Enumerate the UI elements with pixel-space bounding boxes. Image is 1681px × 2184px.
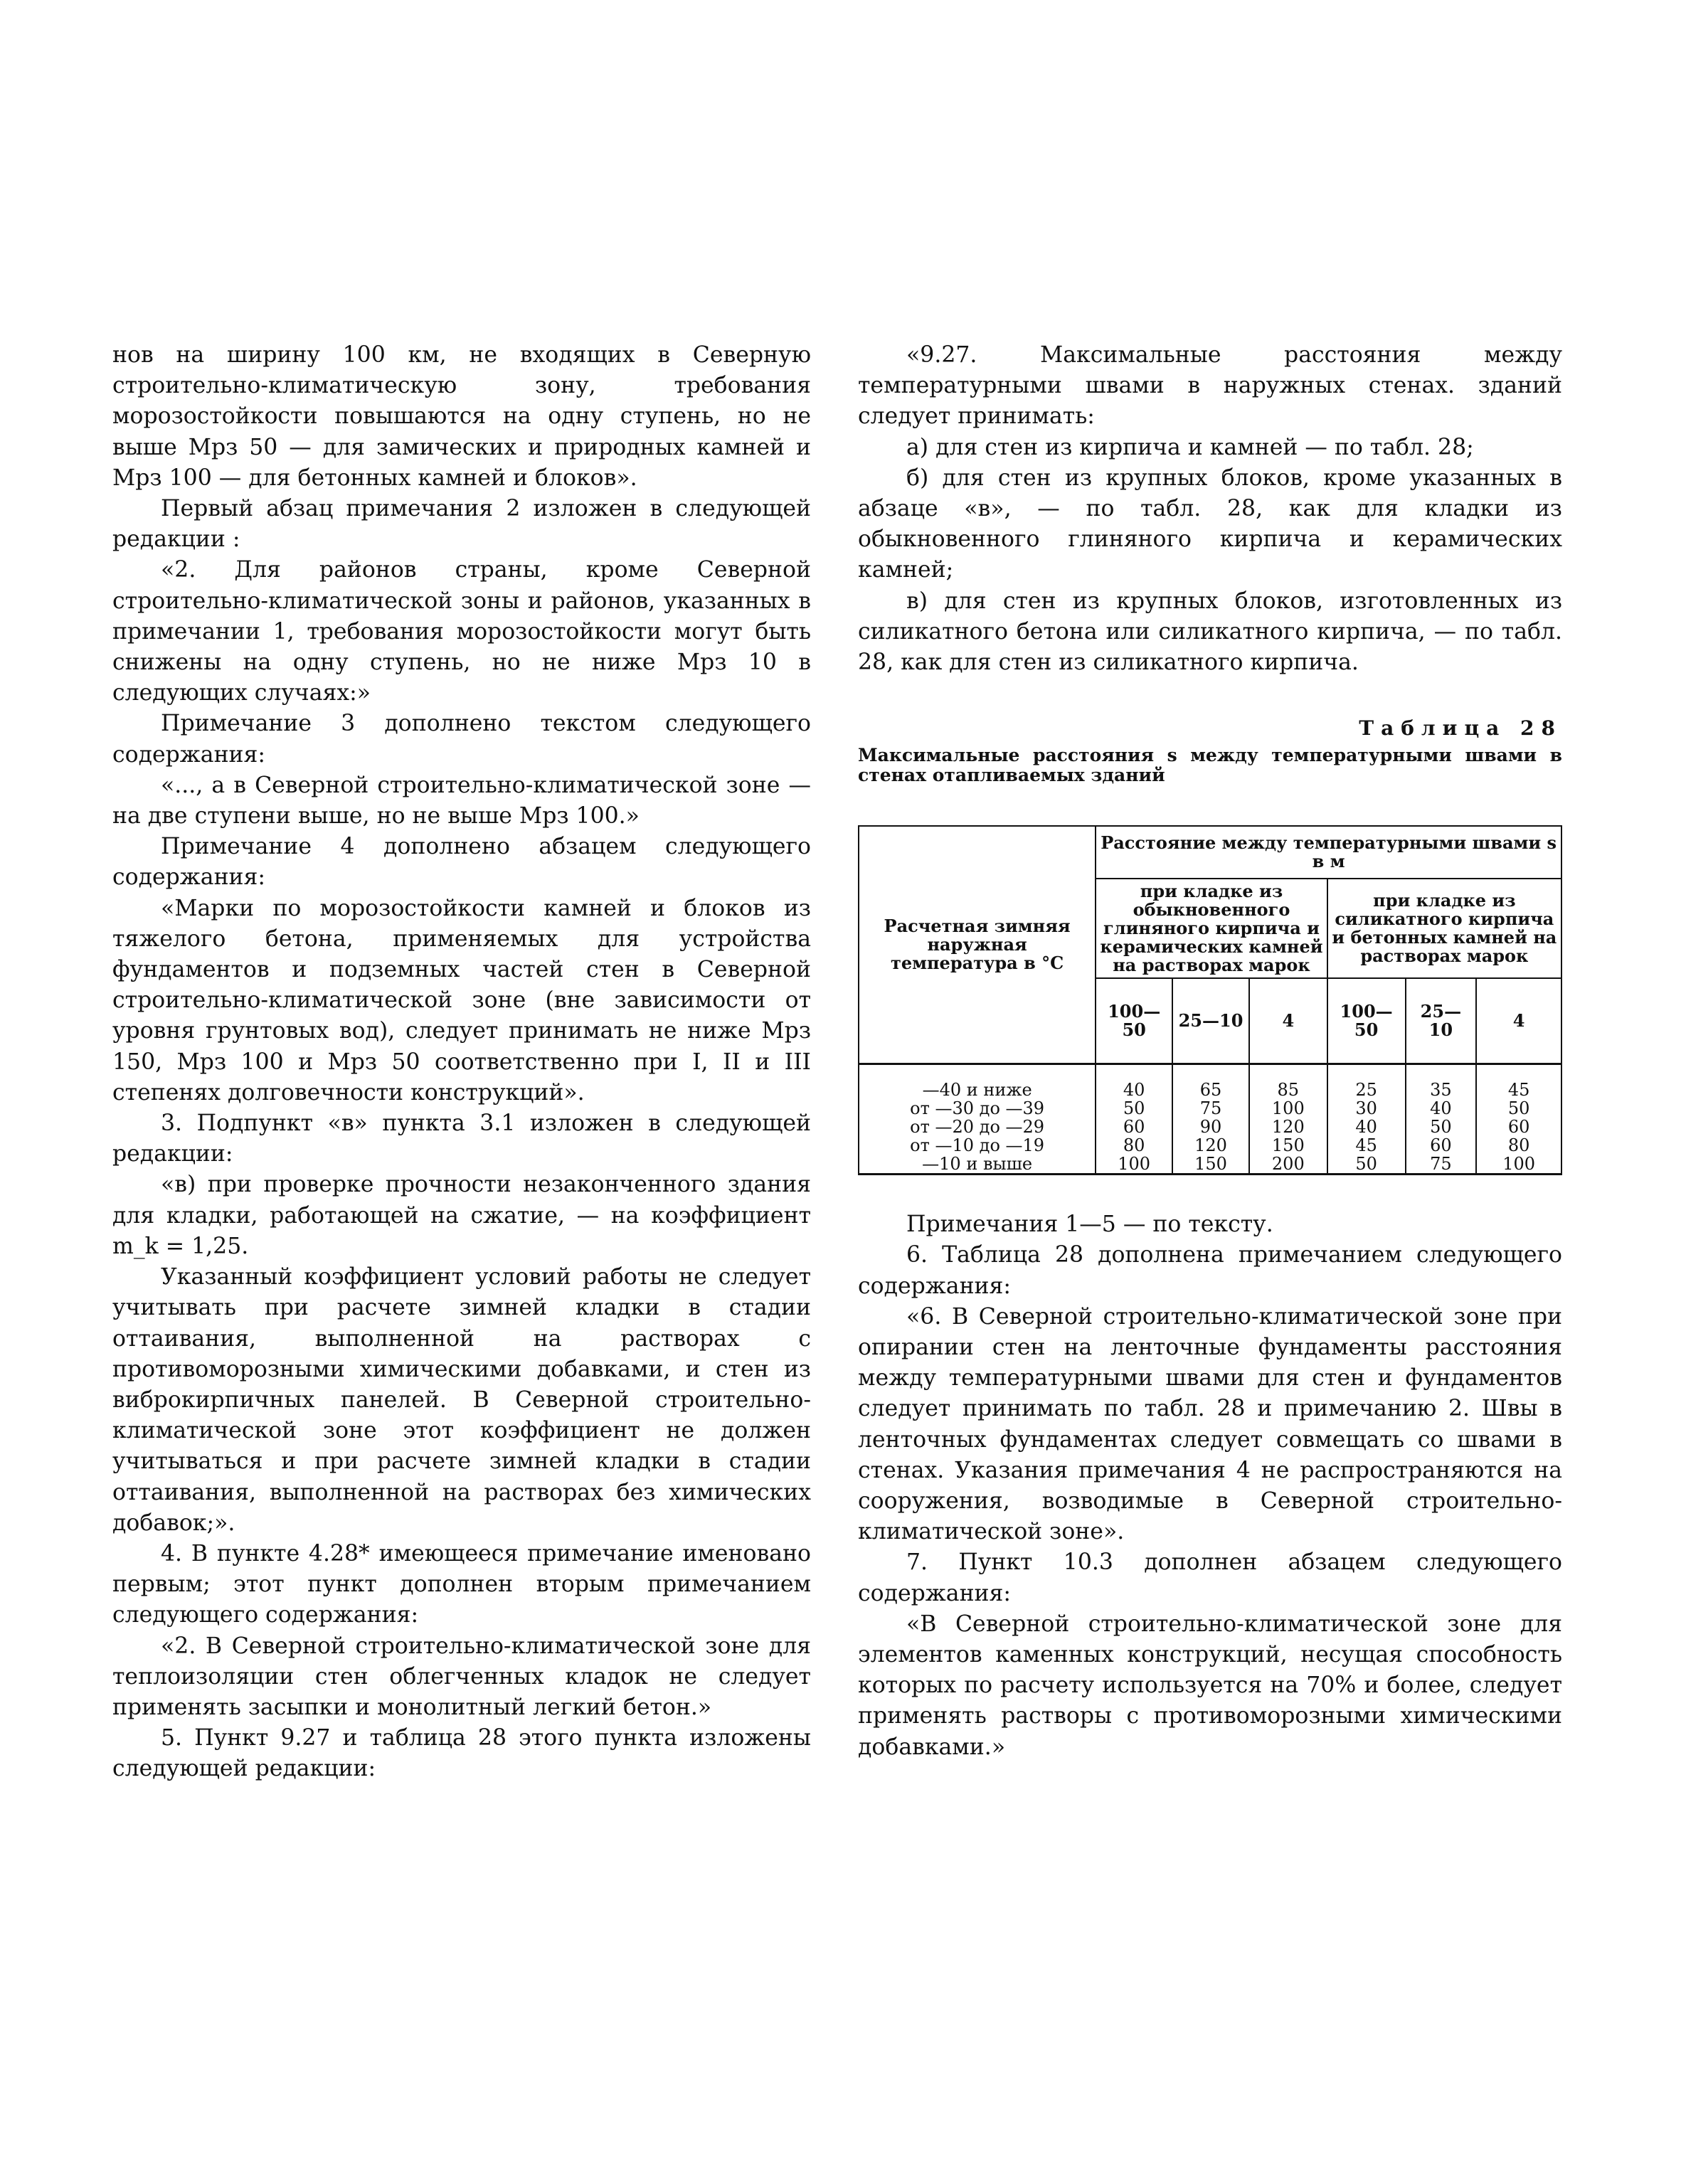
paragraph: Примечание 4 дополнено абзацем следующего содержания: — [112, 834, 811, 891]
table-cell: 40 — [1406, 1099, 1477, 1118]
paragraph: 3. Подпункт «в» пункта 3.1 изложен в следующей редакции: — [112, 1110, 811, 1167]
table-cell: 80 — [1476, 1136, 1561, 1155]
table-cell: 50 — [1476, 1099, 1561, 1118]
table-cell: 60 — [1406, 1136, 1477, 1155]
table-cell: 100 — [1249, 1099, 1327, 1118]
paragraph: Указанный коэффициент условий работы не следует учитывать при расчете зимней кладки в стадии оттаивания, выполненной на растворах с противоморозными химическими добавками, и стен из виброкирпичных панелей. В Северной строительно-климатической зоне этот коэффициент не должен учитываться и при расчете зимней кладки в стадии оттаивания, выполненной на растворах без химических добавок;». — [112, 1264, 811, 1536]
table-cell: 100 — [1096, 1155, 1172, 1175]
table-cell: 85 — [1249, 1064, 1327, 1100]
grade-header: 100—50 — [1327, 978, 1406, 1064]
table-cell: 60 — [1096, 1118, 1172, 1136]
table-cell: 200 — [1249, 1155, 1327, 1175]
paragraph: 6. Таблица 28 дополнена примечанием следующего содержания: — [858, 1242, 1562, 1299]
left-column — [112, 340, 811, 1785]
paragraph: «В Северной строительно-климатической зоне для элементов каменных конструкций, несущая способность которых по расчету используется на 70% и более, следует применять растворы с противоморозными химическими добавками.» — [858, 1611, 1562, 1760]
table-cell: 40 — [1096, 1064, 1172, 1100]
table-cell: 60 — [1476, 1118, 1561, 1136]
sub-header: при кладке из обыкновенного глиняного кирпича и керамических камней на растворах марок — [1096, 879, 1327, 978]
paragraph: «6. В Северной строительно-климатической зоне при опирании стен на ленточные фундаменты расстояния между температурными швами для стен и фундаментов следует принимать по табл. 28 и примечанию 2. Швы в ленточных фундаментах следует совмещать со швами в стенах. Указания примечания 4 не распространяются на сооружения, возводимые в Северной строительно-климатической зоне». — [858, 1303, 1562, 1545]
table-cell: от —10 до —19 — [859, 1136, 1096, 1155]
table-cell: 150 — [1172, 1155, 1249, 1175]
notes-section — [858, 1209, 1562, 1763]
table-cell: 25 — [1327, 1064, 1406, 1100]
group-header: Расстояние между температурными швами s в м — [1096, 826, 1561, 879]
row-header: Расчетная зимняя наружная температура в °С — [859, 826, 1096, 1064]
paragraph: «2. В Северной строительно-климатической зоне для теплоизоляции стен облегченных кладок не следует применять засыпки и монолитный легкий бетон.» — [112, 1633, 811, 1720]
grade-header: 25—10 — [1172, 978, 1249, 1064]
grade-header: 4 — [1476, 978, 1561, 1064]
grade-header: 25—10 — [1406, 978, 1477, 1064]
table-row — [859, 1155, 1561, 1175]
right-column — [858, 340, 1562, 1763]
grade-header: 4 — [1249, 978, 1327, 1064]
data-table — [858, 825, 1562, 1175]
table-cell: 65 — [1172, 1064, 1249, 1100]
grade-header: 100—50 — [1096, 978, 1172, 1064]
table-cell: от —30 до —39 — [859, 1099, 1096, 1118]
paragraph: «..., а в Северной строительно-климатической зоне — на две ступени выше, но не выше Мрз 100.» — [112, 772, 811, 829]
table-cell: 30 — [1327, 1099, 1406, 1118]
paragraph: 4. В пункте 4.28* имеющееся примечание именовано первым; этот пункт дополнен вторым примечанием следующего содержания: — [112, 1540, 811, 1628]
paragraph: 5. Пункт 9.27 и таблица 28 этого пункта изложены следующей редакции: — [112, 1725, 811, 1782]
table-cell: 45 — [1476, 1064, 1561, 1100]
table-cell: 45 — [1327, 1136, 1406, 1155]
table-cell: 75 — [1406, 1155, 1477, 1175]
table-cell: 35 — [1406, 1064, 1477, 1100]
table-caption: Максимальные расстояния s между температурными швами в стенах отапливаемых зданий — [858, 745, 1562, 786]
table-cell: 50 — [1096, 1099, 1172, 1118]
table-row — [859, 1064, 1561, 1100]
table-cell: —40 и ниже — [859, 1064, 1096, 1100]
table-row — [859, 1136, 1561, 1155]
table-cell: —10 и выше — [859, 1155, 1096, 1175]
paragraph: «Марки по морозостойкости камней и блоков из тяжелого бетона, применяемых для устройства фундаментов и подземных частей стен в Северной строительно-климатической зоне (вне зависимости от уровня грунтовых вод), следует принимать не ниже Мрз 150, Мрз 100 и Мрз 50 соответственно при I, II и III степенях долговечности конструкций». — [112, 895, 811, 1106]
paragraph: «в) при проверке прочности незаконченного здания для кладки, работающей на сжатие, — на коэффициент m_k = 1,25. — [112, 1172, 811, 1259]
paragraph: Первый абзац примечания 2 изложен в следующей редакции : — [112, 496, 811, 553]
paragraph: б) для стен из крупных блоков, кроме указанных в абзаце «в», — по табл. 28, как для кладки из обыкновенного глиняного кирпича и керамических камней; — [858, 465, 1562, 583]
table-cell: 40 — [1327, 1118, 1406, 1136]
table-cell: 150 — [1249, 1136, 1327, 1155]
paragraph: а) для стен из кирпича и камней — по табл. 28; — [906, 434, 1474, 460]
table-cell: 80 — [1096, 1136, 1172, 1155]
paragraph: 7. Пункт 10.3 дополнен абзацем следующего содержания: — [858, 1549, 1562, 1606]
paragraph: «9.27. Максимальные расстояния между температурными швами в наружных стенах. зданий следует принимать: — [858, 342, 1562, 430]
table-cell: 100 — [1476, 1155, 1561, 1175]
sub-header: при кладке из силикатного кирпича и бетонных камней на растворах марок — [1327, 879, 1561, 978]
table-cell: 120 — [1249, 1118, 1327, 1136]
paragraph: нов на ширину 100 км, не входящих в Северную строительно-климатическую зону, требования морозостойкости повышаются на одну ступень, но не выше Мрз 50 — для замических и природных камней и Мрз 100 — для бетонных камней и блоков». — [112, 342, 811, 491]
table-cell: от —20 до —29 — [859, 1118, 1096, 1136]
paragraph: Примечания 1—5 — по тексту. — [906, 1212, 1273, 1238]
table-row — [859, 1099, 1561, 1118]
paragraph: «2. Для районов страны, кроме Северной строительно-климатической зоны и районов, указанных в примечании 1, требования морозостойкости могут быть снижены на одну ступень, но не ниже Мрз 10 в следующих случаях:» — [112, 557, 811, 706]
table-header-row — [859, 826, 1561, 879]
paragraph: Примечание 3 дополнено текстом следующего содержания: — [112, 711, 811, 768]
table-cell: 90 — [1172, 1118, 1249, 1136]
table-cell: 75 — [1172, 1099, 1249, 1118]
table-cell: 120 — [1172, 1136, 1249, 1155]
table-label: Таблица 28 — [1359, 716, 1562, 741]
table-row — [859, 1118, 1561, 1136]
paragraph: в) для стен из крупных блоков, изготовленных из силикатного бетона или силикатного кирпича, — по табл. 28, как для стен из силикатного кирпича. — [858, 588, 1562, 676]
table-cell: 50 — [1327, 1155, 1406, 1175]
table-cell: 50 — [1406, 1118, 1477, 1136]
